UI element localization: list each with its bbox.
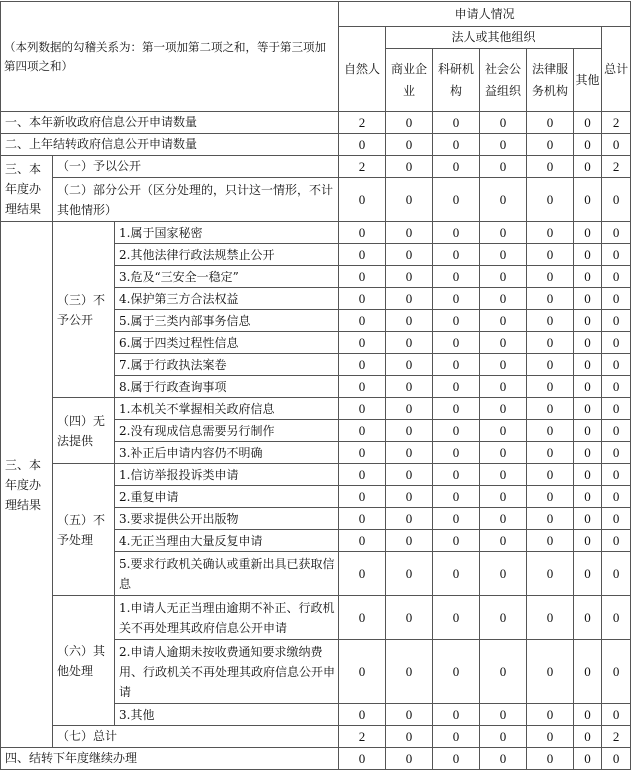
value-cell: 0	[339, 640, 386, 704]
value-cell: 0	[574, 420, 602, 442]
value-cell: 0	[433, 244, 480, 266]
value-cell: 0	[480, 178, 527, 222]
value-cell: 0	[574, 508, 602, 530]
value-cell: 0	[386, 442, 433, 464]
value-cell: 0	[386, 376, 433, 398]
table-note: （本列数据的勾稽关系为：第一项加第二项之和，等于第三项加第四项之和）	[1, 2, 339, 112]
value-cell: 0	[433, 508, 480, 530]
value-cell: 0	[527, 288, 574, 310]
value-cell: 0	[339, 420, 386, 442]
row-label: （一）予以公开	[53, 156, 339, 178]
value-cell: 0	[433, 464, 480, 486]
subgroup-label: （五）不予处理	[53, 464, 115, 596]
value-cell: 0	[480, 726, 527, 748]
value-cell: 0	[480, 156, 527, 178]
value-cell: 0	[527, 178, 574, 222]
table-row	[1, 112, 631, 134]
header-research: 科研机构	[433, 49, 480, 112]
value-cell: 0	[602, 310, 631, 332]
value-cell: 0	[339, 354, 386, 376]
value-cell: 0	[602, 486, 631, 508]
value-cell: 0	[602, 288, 631, 310]
value-cell: 0	[574, 640, 602, 704]
value-cell: 0	[527, 640, 574, 704]
value-cell: 0	[433, 288, 480, 310]
value-cell: 0	[339, 398, 386, 420]
value-cell: 2	[602, 156, 631, 178]
value-cell: 2	[602, 726, 631, 748]
value-cell: 0	[433, 134, 480, 156]
value-cell: 0	[574, 596, 602, 640]
value-cell: 0	[386, 748, 433, 770]
value-cell: 0	[602, 222, 631, 244]
header-legal-entities: 法人或其他组织	[386, 27, 602, 49]
value-cell: 0	[433, 178, 480, 222]
value-cell: 0	[433, 376, 480, 398]
value-cell: 0	[480, 508, 527, 530]
header-row-1	[1, 2, 631, 27]
value-cell: 0	[339, 748, 386, 770]
value-cell: 0	[574, 134, 602, 156]
value-cell: 0	[574, 310, 602, 332]
value-cell: 0	[339, 704, 386, 726]
value-cell: 0	[574, 530, 602, 552]
value-cell: 0	[339, 508, 386, 530]
value-cell: 0	[386, 156, 433, 178]
header-legal-service: 法律服务机构	[527, 49, 574, 112]
value-cell: 2	[602, 112, 631, 134]
value-cell: 0	[433, 266, 480, 288]
value-cell: 0	[480, 112, 527, 134]
value-cell: 0	[433, 398, 480, 420]
value-cell: 0	[574, 486, 602, 508]
value-cell: 0	[386, 464, 433, 486]
table-row	[1, 398, 631, 420]
value-cell: 0	[527, 442, 574, 464]
value-cell: 0	[602, 420, 631, 442]
value-cell: 0	[574, 354, 602, 376]
value-cell: 0	[480, 332, 527, 354]
value-cell: 0	[339, 266, 386, 288]
value-cell: 0	[433, 530, 480, 552]
value-cell: 0	[602, 398, 631, 420]
value-cell: 0	[602, 704, 631, 726]
value-cell: 0	[527, 332, 574, 354]
value-cell: 0	[527, 486, 574, 508]
value-cell: 0	[480, 310, 527, 332]
header-other: 其他	[574, 49, 602, 112]
group-label: 三、本年度办理结果	[1, 156, 53, 222]
value-cell: 0	[386, 704, 433, 726]
value-cell: 0	[386, 112, 433, 134]
row-label: 2.申请人逾期未按收费通知要求缴纳费用、行政机关不再处理其政府信息公开申请	[115, 640, 339, 704]
value-cell: 0	[433, 156, 480, 178]
value-cell: 0	[339, 464, 386, 486]
value-cell: 0	[386, 530, 433, 552]
value-cell: 0	[480, 420, 527, 442]
value-cell: 0	[433, 596, 480, 640]
value-cell: 0	[574, 726, 602, 748]
header-commercial: 商业企业	[386, 49, 433, 112]
value-cell: 0	[339, 486, 386, 508]
value-cell: 0	[433, 640, 480, 704]
value-cell: 0	[386, 332, 433, 354]
value-cell: 0	[527, 552, 574, 596]
value-cell: 0	[574, 112, 602, 134]
value-cell: 0	[433, 332, 480, 354]
value-cell: 0	[602, 464, 631, 486]
value-cell: 0	[386, 398, 433, 420]
value-cell: 0	[386, 508, 433, 530]
value-cell: 0	[433, 112, 480, 134]
row-label: 2.其他法律行政法规禁止公开	[115, 244, 339, 266]
value-cell: 0	[386, 354, 433, 376]
value-cell: 0	[527, 508, 574, 530]
value-cell: 0	[480, 266, 527, 288]
value-cell: 0	[480, 748, 527, 770]
value-cell: 0	[602, 530, 631, 552]
value-cell: 0	[480, 442, 527, 464]
value-cell: 0	[602, 508, 631, 530]
value-cell: 0	[527, 222, 574, 244]
value-cell: 0	[574, 704, 602, 726]
value-cell: 0	[339, 596, 386, 640]
value-cell: 0	[527, 704, 574, 726]
value-cell: 0	[480, 398, 527, 420]
row-label: 一、本年新收政府信息公开申请数量	[1, 112, 339, 134]
value-cell: 0	[574, 266, 602, 288]
value-cell: 0	[339, 178, 386, 222]
row-label: 8.属于行政查询事项	[115, 376, 339, 398]
row-label: 1.申请人无正当理由逾期不补正、行政机关不再处理其政府信息公开申请	[115, 596, 339, 640]
foi-application-table	[0, 1, 631, 770]
row-label: 2.没有现成信息需要另行制作	[115, 420, 339, 442]
value-cell: 0	[339, 332, 386, 354]
value-cell: 0	[602, 134, 631, 156]
value-cell: 0	[339, 134, 386, 156]
table-row	[1, 178, 631, 222]
value-cell: 0	[386, 310, 433, 332]
row-label: （二）部分公开（区分处理的，只计这一情形，不计其他情形）	[53, 178, 339, 222]
value-cell: 0	[527, 726, 574, 748]
subgroup-label: （六）其他处理	[53, 596, 115, 726]
row-label: 四、结转下年度继续办理	[1, 748, 339, 770]
value-cell: 0	[602, 376, 631, 398]
value-cell: 0	[527, 464, 574, 486]
subgroup-label: （三）不予公开	[53, 222, 115, 398]
value-cell: 0	[339, 222, 386, 244]
value-cell: 0	[527, 244, 574, 266]
value-cell: 0	[574, 376, 602, 398]
value-cell: 0	[527, 310, 574, 332]
value-cell: 0	[602, 552, 631, 596]
value-cell: 0	[602, 442, 631, 464]
value-cell: 0	[386, 266, 433, 288]
table-row	[1, 222, 631, 244]
value-cell: 0	[339, 244, 386, 266]
value-cell: 0	[574, 398, 602, 420]
value-cell: 0	[527, 530, 574, 552]
row-label: 5.要求行政机关确认或重新出具已获取信息	[115, 552, 339, 596]
value-cell: 0	[574, 222, 602, 244]
row-label: 1.本机关不掌握相关政府信息	[115, 398, 339, 420]
header-public-welfare: 社会公益组织	[480, 49, 527, 112]
value-cell: 2	[339, 726, 386, 748]
row-label: 3.危及“三安全一稳定”	[115, 266, 339, 288]
value-cell: 0	[527, 266, 574, 288]
value-cell: 0	[602, 596, 631, 640]
value-cell: 0	[480, 464, 527, 486]
value-cell: 0	[433, 486, 480, 508]
value-cell: 0	[480, 288, 527, 310]
row-label: 3.要求提供公开出版物	[115, 508, 339, 530]
value-cell: 2	[339, 156, 386, 178]
group-label: 三、本年度办理结果	[1, 222, 53, 748]
value-cell: 0	[433, 726, 480, 748]
value-cell: 0	[527, 596, 574, 640]
value-cell: 0	[527, 398, 574, 420]
value-cell: 0	[386, 244, 433, 266]
row-label: 3.补正后申请内容仍不明确	[115, 442, 339, 464]
value-cell: 0	[339, 442, 386, 464]
table-body	[1, 2, 631, 770]
value-cell: 0	[433, 704, 480, 726]
value-cell: 0	[480, 222, 527, 244]
value-cell: 0	[433, 552, 480, 596]
value-cell: 0	[386, 726, 433, 748]
value-cell: 0	[386, 596, 433, 640]
header-applicant-situation: 申请人情况	[339, 2, 631, 27]
value-cell: 0	[480, 244, 527, 266]
row-label: 3.其他	[115, 704, 339, 726]
value-cell: 0	[574, 178, 602, 222]
value-cell: 0	[527, 112, 574, 134]
value-cell: 0	[602, 244, 631, 266]
row-label: 二、上年结转政府信息公开申请数量	[1, 134, 339, 156]
value-cell: 0	[527, 420, 574, 442]
value-cell: 0	[527, 748, 574, 770]
value-cell: 0	[602, 266, 631, 288]
value-cell: 0	[527, 354, 574, 376]
value-cell: 0	[574, 288, 602, 310]
row-label: （七）总计	[53, 726, 339, 748]
value-cell: 0	[480, 704, 527, 726]
value-cell: 0	[480, 530, 527, 552]
value-cell: 0	[527, 376, 574, 398]
value-cell: 0	[480, 552, 527, 596]
value-cell: 0	[339, 530, 386, 552]
value-cell: 0	[339, 310, 386, 332]
value-cell: 0	[602, 748, 631, 770]
value-cell: 0	[386, 640, 433, 704]
row-label: 7.属于行政执法案卷	[115, 354, 339, 376]
value-cell: 0	[386, 178, 433, 222]
value-cell: 0	[339, 552, 386, 596]
value-cell: 0	[574, 464, 602, 486]
value-cell: 0	[386, 420, 433, 442]
value-cell: 0	[433, 354, 480, 376]
value-cell: 0	[433, 222, 480, 244]
value-cell: 0	[480, 354, 527, 376]
value-cell: 0	[480, 376, 527, 398]
value-cell: 0	[602, 354, 631, 376]
value-cell: 0	[527, 156, 574, 178]
row-label: 4.保护第三方合法权益	[115, 288, 339, 310]
value-cell: 0	[386, 288, 433, 310]
value-cell: 0	[433, 310, 480, 332]
row-label: 2.重复申请	[115, 486, 339, 508]
value-cell: 0	[386, 552, 433, 596]
header-natural-person: 自然人	[339, 27, 386, 112]
value-cell: 0	[574, 244, 602, 266]
value-cell: 2	[339, 112, 386, 134]
table-row	[1, 464, 631, 486]
value-cell: 0	[574, 442, 602, 464]
value-cell: 0	[602, 332, 631, 354]
value-cell: 0	[386, 222, 433, 244]
value-cell: 0	[433, 442, 480, 464]
value-cell: 0	[574, 552, 602, 596]
value-cell: 0	[480, 486, 527, 508]
value-cell: 0	[386, 486, 433, 508]
row-label: 5.属于三类内部事务信息	[115, 310, 339, 332]
value-cell: 0	[480, 596, 527, 640]
value-cell: 0	[433, 748, 480, 770]
value-cell: 0	[480, 640, 527, 704]
value-cell: 0	[527, 134, 574, 156]
value-cell: 0	[386, 134, 433, 156]
value-cell: 0	[339, 376, 386, 398]
row-label: 1.属于国家秘密	[115, 222, 339, 244]
row-label: 1.信访举报投诉类申请	[115, 464, 339, 486]
subgroup-label: （四）无法提供	[53, 398, 115, 464]
table-row	[1, 156, 631, 178]
value-cell: 0	[574, 748, 602, 770]
value-cell: 0	[602, 640, 631, 704]
value-cell: 0	[574, 332, 602, 354]
table-row	[1, 726, 631, 748]
value-cell: 0	[480, 134, 527, 156]
row-label: 6.属于四类过程性信息	[115, 332, 339, 354]
value-cell: 0	[574, 156, 602, 178]
table-row	[1, 748, 631, 770]
table-row	[1, 134, 631, 156]
value-cell: 0	[339, 288, 386, 310]
value-cell: 0	[602, 178, 631, 222]
value-cell: 0	[433, 420, 480, 442]
header-total: 总计	[602, 27, 631, 112]
table-row	[1, 596, 631, 640]
row-label: 4.无正当理由大量反复申请	[115, 530, 339, 552]
